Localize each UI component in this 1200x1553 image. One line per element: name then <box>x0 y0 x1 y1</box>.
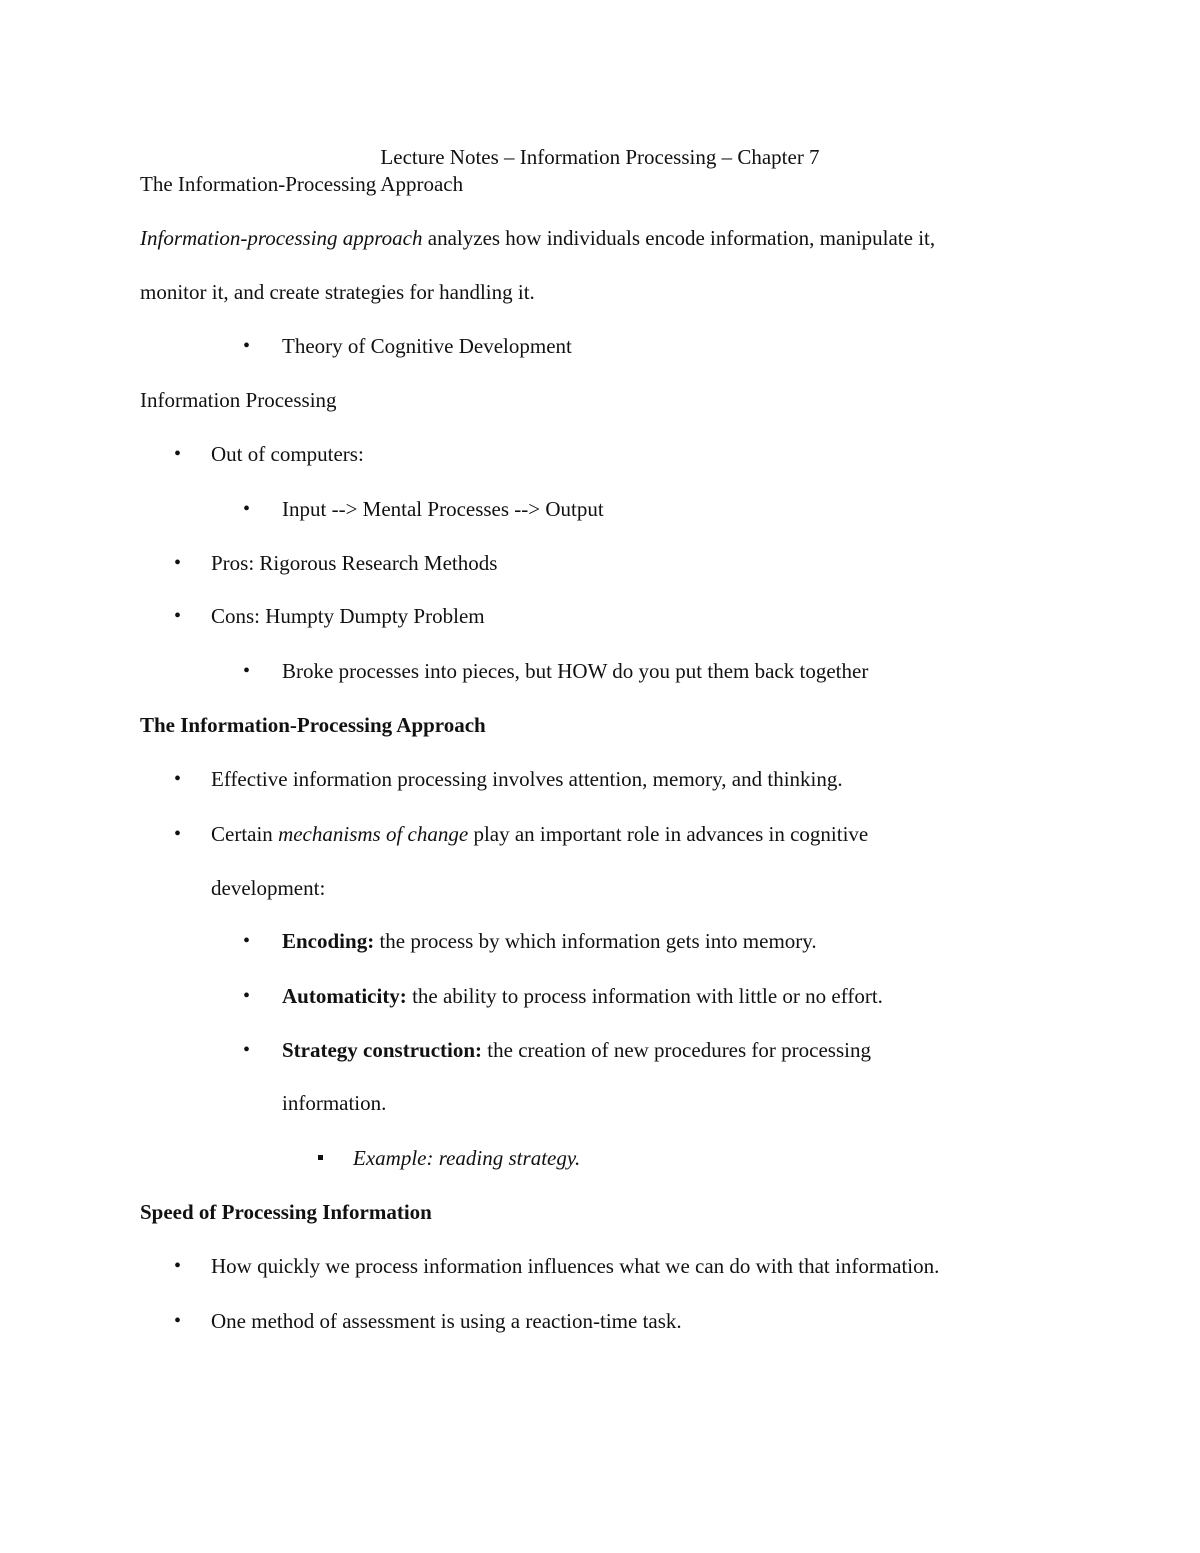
bullet-icon: • <box>174 1310 182 1332</box>
list-item: Strategy construction: the creation of new procedures for processing <box>282 1038 871 1062</box>
list-item: Input --> Mental Processes --> Output <box>282 497 604 521</box>
list-item: Encoding: the process by which information gets into memory. <box>282 929 817 953</box>
bullet-icon: • <box>174 1255 182 1277</box>
list-item-example: Example: reading strategy. <box>353 1146 581 1170</box>
bullet-icon: • <box>243 335 251 357</box>
bullet-icon: • <box>174 552 182 574</box>
bullet-icon: • <box>243 985 251 1007</box>
emphasis-term: mechanisms of change <box>278 822 469 846</box>
term-automaticity: Automaticity: <box>282 984 407 1008</box>
bullet-icon: • <box>243 1039 251 1061</box>
bullet-icon: • <box>174 443 182 465</box>
list-item: Broke processes into pieces, but HOW do you put them back together <box>282 659 869 683</box>
term-strategy-construction: Strategy construction: <box>282 1038 483 1062</box>
term-encoding: Encoding: <box>282 929 375 953</box>
definition-line-2: monitor it, and create strategies for handling it. <box>140 280 535 304</box>
list-item: Certain mechanisms of change play an important role in advances in cognitive <box>211 822 869 846</box>
section-heading-information-processing: Information Processing <box>140 388 337 412</box>
bullet-icon: • <box>174 768 182 790</box>
section-heading-speed: Speed of Processing Information <box>140 1200 432 1224</box>
list-item: Out of computers: <box>211 442 364 466</box>
bullet-icon: • <box>243 930 251 952</box>
bullet-icon: • <box>174 823 182 845</box>
list-item: One method of assessment is using a reaction-time task. <box>211 1309 682 1333</box>
bullet-icon: • <box>243 660 251 682</box>
page-title: Lecture Notes – Information Processing – Chapter 7 <box>380 145 820 169</box>
list-item: Automaticity: the ability to process information with little or no effort. <box>282 984 883 1008</box>
list-item-continuation: development: <box>211 876 326 900</box>
list-item: Cons: Humpty Dumpty Problem <box>211 604 485 628</box>
square-bullet-icon <box>318 1155 323 1160</box>
list-item: Effective information processing involves attention, memory, and thinking. <box>211 767 843 791</box>
bullet-icon: • <box>174 605 182 627</box>
section-heading-approach: The Information-Processing Approach <box>140 172 464 196</box>
definition-line-1: Information-processing approach analyzes how individuals encode information, manipulate it, <box>140 226 936 250</box>
section-heading-approach-bold: The Information-Processing Approach <box>140 713 486 737</box>
list-item: How quickly we process information influences what we can do with that information. <box>211 1254 940 1278</box>
bullet-icon: • <box>243 498 251 520</box>
list-item-continuation: information. <box>282 1091 387 1115</box>
definition-term: Information-processing approach <box>140 226 423 250</box>
list-item: Theory of Cognitive Development <box>282 334 572 358</box>
list-item: Pros: Rigorous Research Methods <box>211 551 498 575</box>
